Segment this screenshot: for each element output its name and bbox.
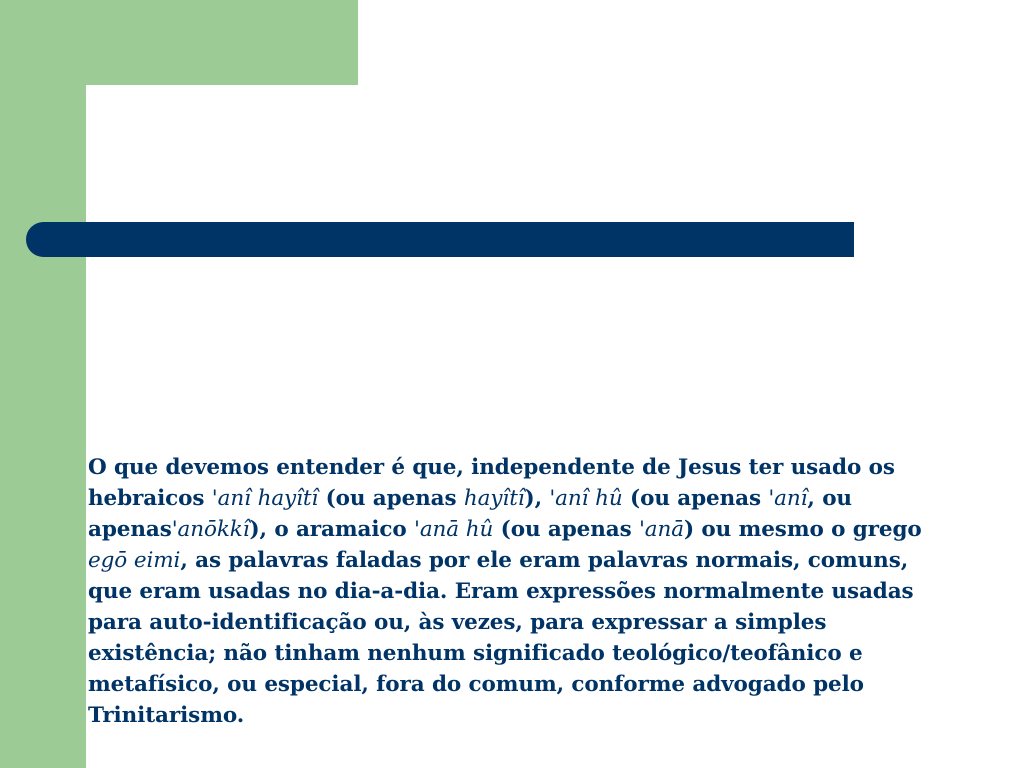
hebrew-term: 'anî hû [549,486,623,511]
text-segment: ), [524,486,550,511]
hebrew-term: 'anî [768,486,808,511]
text-segment: , ou apenas [88,486,852,542]
aramaic-term: 'anā [638,517,684,542]
slide-body-text [88,452,948,731]
greek-term: egō eimi [88,548,181,573]
aramaic-term: 'anā hû [414,517,494,542]
green-top-block [0,0,358,85]
hebrew-term: 'anōkkî [171,517,250,542]
text-segment: (ou apenas [493,517,639,542]
green-side-strip [0,0,86,768]
content-panel-corner [86,85,146,145]
hebrew-term: 'anî hayîtî [211,486,319,511]
title-bar [26,222,854,257]
text-segment: ) ou mesmo o grego [683,517,922,542]
text-segment: O que devemos entender é que, independente de Jesus ter usado os hebraicos [88,455,895,511]
text-segment: (ou apenas [622,486,769,511]
hebrew-term: hayîtî [463,486,525,511]
text-segment: ), o aramaico [249,517,415,542]
text-segment: , as palavras faladas por ele eram palavras normais, comuns, que eram usadas no dia-a-dia. Eram expressões normalmente usadas para auto-identificação ou, às vezes, para expressar a simples existência; não tinham nenhum significado teológico/teofânico e metafísico, ou especial, fora do comum, conforme advogado pelo Trinitarismo. [88,548,914,728]
text-segment: (ou apenas [318,486,464,511]
